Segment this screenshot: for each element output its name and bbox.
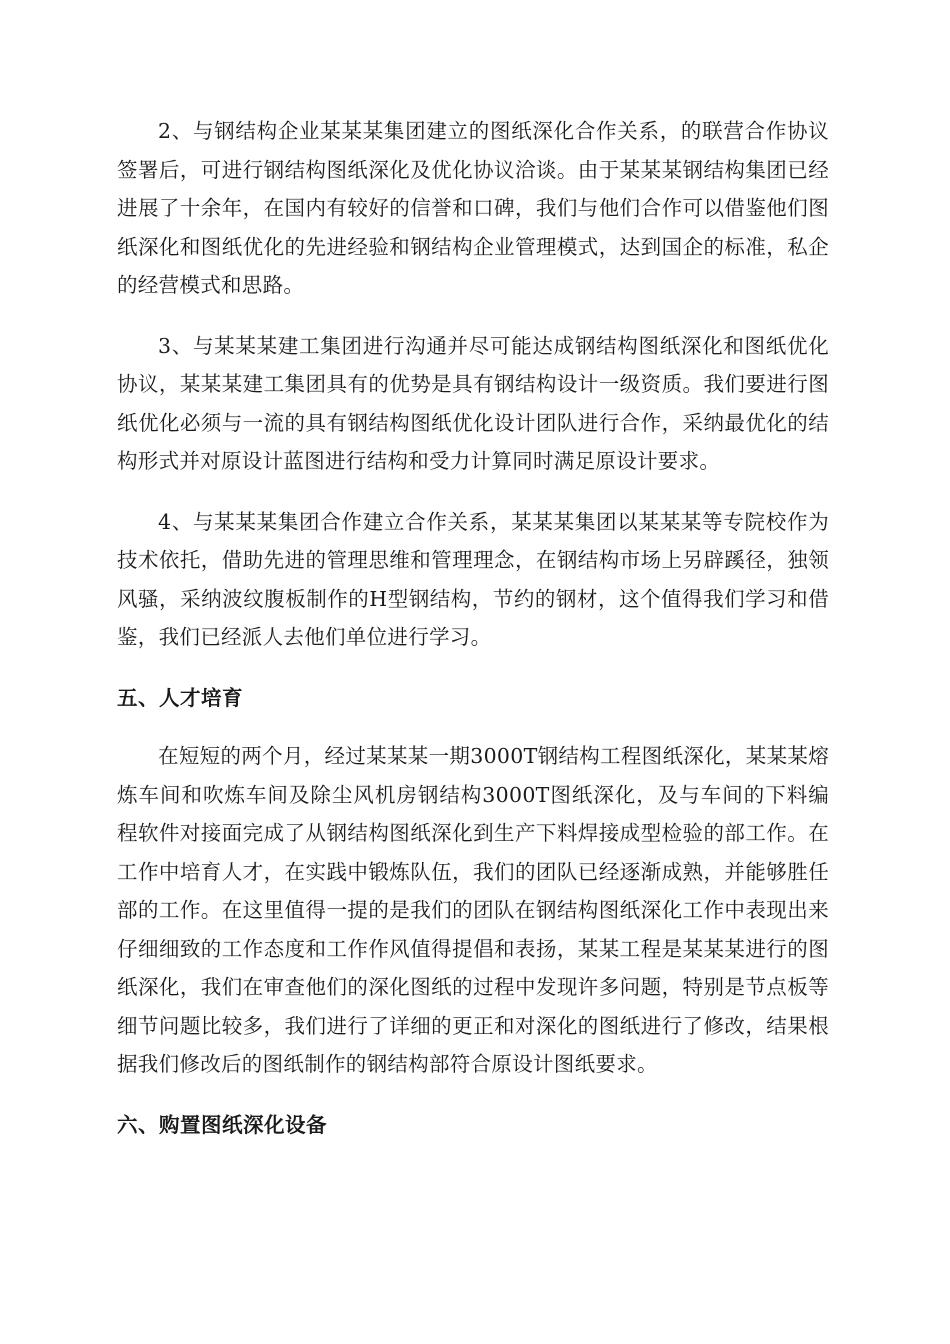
section-heading-equipment: 六、购置图纸深化设备: [117, 1112, 327, 1137]
section-heading-talent: 五、人才培育: [117, 685, 243, 710]
document-body: [117, 112, 829, 1164]
paragraph-item-3: 3、与某某某建工集团进行沟通并尽可能达成钢结构图纸深化和图纸优化协议，某某某建工集团具有的优势是具有钢结构设计一级资质。我们要进行图纸优化必须与一流的具有钢结构图纸优化设计团队进行合作，采纳最优化的结构形式并对原设计蓝图进行结构和受力计算同时满足原设计要求。: [117, 333, 829, 473]
paragraph-item-4: 4、与某某某集团合作建立合作关系，某某某集团以某某某等专院校作为技术依托，借助先进的管理思维和管理理念，在钢结构市场上另辟蹊径，独领风骚，采纳波纹腹板制作的H型钢结构，节约的钢材，这个值得我们学习和借鉴，我们已经派人去他们单位进行学习。: [117, 509, 829, 649]
paragraph-talent-training: 在短短的两个月，经过某某某一期3000T钢结构工程图纸深化，某某某熔炼车间和吹炼车间及除尘风机房钢结构3000T图纸深化，及与车间的下料编程软件对接面完成了从钢结构图纸深化到生产下料焊接成型检验的部工作。在工作中培育人才，在实践中锻炼队伍，我们的团队已经逐渐成熟，并能够胜任部的工作。在这里值得一提的是我们的团队在钢结构图纸深化工作中表现出来仔细细致的工作态度和工作作风值得提倡和表扬，某某工程是某某某进行的图纸深化，我们在审查他们的深化图纸的过程中发现许多问题，特别是节点板等细节问题比较多，我们进行了详细的更正和对深化的图纸进行了修改，结果根据我们修改后的图纸制作的钢结构部符合原设计图纸要求。: [117, 744, 829, 1076]
paragraph-item-2: 2、与钢结构企业某某某集团建立的图纸深化合作关系，的联营合作协议签署后，可进行钢结构图纸深化及优化协议洽谈。由于某某某钢结构集团已经进展了十余年，在国内有较好的信誉和口碑，我们与他们合作可以借鉴他们图纸深化和图纸优化的先进经验和钢结构企业管理模式，达到国企的标准，私企的经营模式和思路。: [117, 119, 829, 297]
